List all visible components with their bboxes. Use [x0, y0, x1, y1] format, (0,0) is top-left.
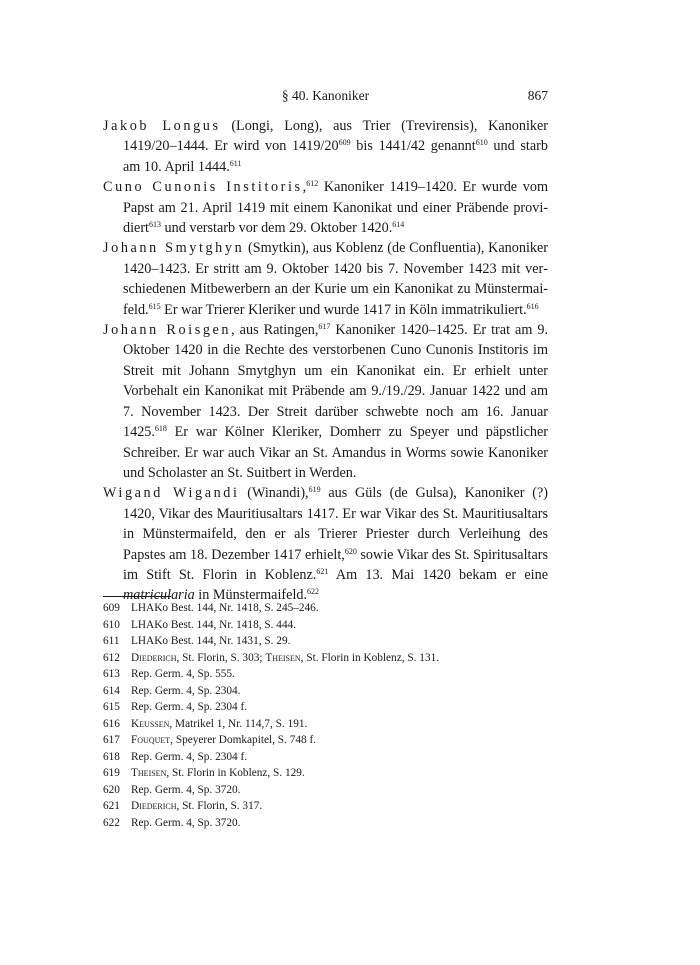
- author-name: Theisen: [131, 767, 167, 779]
- footnote-number: 612: [103, 651, 120, 664]
- footnote-ref: 612: [306, 179, 319, 189]
- footnote-text: LHAKo Best. 144, Nr. 1418, S. 444.: [131, 618, 297, 631]
- footnote: [103, 633, 548, 650]
- footnote-ref: 617: [318, 322, 331, 332]
- footnote-ref: 619: [308, 485, 321, 495]
- footnote-number: 620: [103, 783, 120, 796]
- footnote-text: Rep. Germ. 4, Sp. 555.: [131, 668, 235, 680]
- footnote-text: Diederich, St. Florin, S. 317.: [131, 800, 263, 812]
- footnote-ref: 614: [392, 220, 405, 230]
- entry-name: Jakob Longus: [103, 118, 221, 134]
- footnote-number: 621: [103, 800, 120, 812]
- footnote-separator: [103, 596, 171, 597]
- entry-jakob-longus: Jakob Longus (Longi, Long), aus Trier (Trevirensis), Kanoniker 1419/20–1444. Er wird von $1419/20^{609}$ bis 1441/42 genannt$^{610}$ und starb am 10. April 1444.$^{611}$: [103, 118, 548, 175]
- footnote: [103, 716, 548, 733]
- entry-cuno-cunonis: Cuno Cunonis Institoris,$^{612}$ Kanoniker 1419–1420. Er wurde vom Papst am 21. April 1419 mit einem Kanonikat und einer Präbende providiert$^{613}$ und verstarb vor dem 29. Oktober 1420.$^{614}$: [103, 179, 548, 237]
- footnote-text: Rep. Germ. 4, Sp. 3720.: [131, 816, 241, 829]
- main-text: [103, 116, 548, 606]
- footnote-text: LHAKo Best. 144, Nr. 1418, S. 245–246.: [131, 602, 319, 614]
- footnote-number: 609: [103, 602, 120, 614]
- author-name: Keussen: [131, 717, 170, 730]
- footnote-number: 610: [103, 618, 120, 631]
- page-number: 867: [527, 88, 548, 103]
- entry-name: Wigand Wigandi: [103, 485, 240, 502]
- footnote-number: 613: [103, 668, 120, 680]
- entry-wigand-wigandi: Wigand Wigandi (Winandi),$^{619}$ aus Güls (de Gulsa), Kanoniker (?) 1420, Vikar des Mauritiusaltars 1417. Er war Vikar des St. Mauritiusaltars in Münstermaifeld, den er als Trierer Priester durch Verleihung des Papstes am 18. Dezember 1417 erhielt,$^{620}$ sowie Vikar des St. Spiritusaltars im Stift St. Florin in Koblenz.$^{621}$ Am 13. Mai 1420 bekam er eine matricularia in Münstermaifeld.$^{622}$: [103, 485, 549, 604]
- footnote-ref: 610: [475, 138, 488, 148]
- footnote-ref: 620: [344, 546, 357, 556]
- author-name: Fouquet: [131, 734, 171, 746]
- footnote-text: Rep. Germ. 4, Sp. 2304.: [131, 684, 241, 697]
- footnote-ref: 609: [338, 138, 351, 148]
- entry-name: Cuno Cunonis Institoris: [103, 179, 303, 196]
- footnote-number: 618: [103, 750, 120, 763]
- footnote-text: Diederich, St. Florin, S. 303; Theisen, St. Florin in Koblenz, S. 131.: [131, 651, 440, 664]
- footnote-ref: 621: [316, 566, 329, 576]
- author-name: Diederich: [131, 651, 177, 664]
- footnote-ref: 615: [148, 301, 161, 311]
- entry-name: Johann Roisgen: [103, 322, 232, 339]
- footnotes: [103, 600, 548, 831]
- footnote-ref: 618: [154, 424, 167, 434]
- footnote: [103, 617, 548, 634]
- footnote: [103, 815, 548, 832]
- footnote: [103, 699, 548, 716]
- footnote-number: 619: [103, 767, 120, 779]
- author-name: Diederich: [131, 800, 177, 812]
- footnote: [103, 683, 548, 700]
- entry-johann-smytghyn: Johann Smytghyn (Smytkin), aus Koblenz (de Confluentia), Kanoniker 1420–1423. Er stritt am 9. Oktober 1420 bis 7. November 1423 mit verschiedenen Mitbewerbern an der Kurie um ein Kanonikat zu Münstermaifeld.$^{615}$ Er war Trierer Kleriker und wurde 1417 in Köln immatrikuliert.$^{616}$: [103, 240, 549, 318]
- entry-johann-roisgen: Johann Roisgen, aus Ratingen,$^{617}$ Kanoniker 1420–1425. Er trat am 9. Oktober 1420 in die Rechte des verstorbenen Cuno Cunonis Institoris im Streit mit Johann Smytghyn um ein Kanonikat ein. Er erhielt unter Vorbehalt ein Kanonikat mit Präbende am 9./19./29. Januar 1422 und am 7. November 1423. Der Streit darüber schwebte noch am 16. Januar 1425.$^{618}$ Er war Kölner Kleriker, Domherr zu Speyer und päpstlicher Schreiber. Er war auch Vikar an St. Amandus in Worms sowie Kanoniker und Scholaster an St. Suitbert in Werden.: [103, 322, 549, 481]
- footnote-number: 616: [103, 717, 120, 730]
- footnote-ref: 616: [526, 301, 539, 311]
- running-title: § 40. Kanoniker: [281, 88, 370, 103]
- footnote: [103, 798, 548, 815]
- footnote: [103, 600, 548, 617]
- entry-name: Johann Smytghyn: [103, 240, 245, 257]
- footnote-text: Rep. Germ. 4, Sp. 3720.: [131, 783, 241, 796]
- footnote: [103, 749, 548, 766]
- footnote-number: 617: [103, 734, 120, 746]
- footnote-text: LHAKo Best. 144, Nr. 1431, S. 29.: [131, 635, 291, 647]
- footnote-number: 614: [103, 684, 120, 697]
- footnote: [103, 666, 548, 683]
- footnote: [103, 782, 548, 799]
- footnote: [103, 732, 548, 749]
- footnote: [103, 765, 548, 782]
- footnote-text: Theisen, St. Florin in Koblenz, S. 129.: [131, 767, 305, 779]
- footnote-ref: 611: [229, 158, 242, 168]
- italic-term: matricularia: [123, 587, 195, 604]
- footnote-number: 615: [103, 701, 120, 713]
- author-name: Theisen: [265, 651, 301, 664]
- page-header: [103, 88, 548, 108]
- footnote-number: 622: [103, 816, 120, 829]
- footnote-text: Fouquet, Speyerer Domkapitel, S. 748 f.: [131, 734, 317, 746]
- footnote-ref: 613: [149, 220, 161, 230]
- footnote: [103, 650, 548, 667]
- footnote-number: 611: [103, 635, 120, 647]
- footnote-text: Rep. Germ. 4, Sp. 2304 f.: [131, 701, 248, 713]
- footnote-text: Rep. Germ. 4, Sp. 2304 f.: [131, 750, 248, 763]
- footnote-ref: 622: [307, 587, 320, 597]
- footnote-text: Keussen, Matrikel 1, Nr. 114,7, S. 191.: [131, 717, 308, 730]
